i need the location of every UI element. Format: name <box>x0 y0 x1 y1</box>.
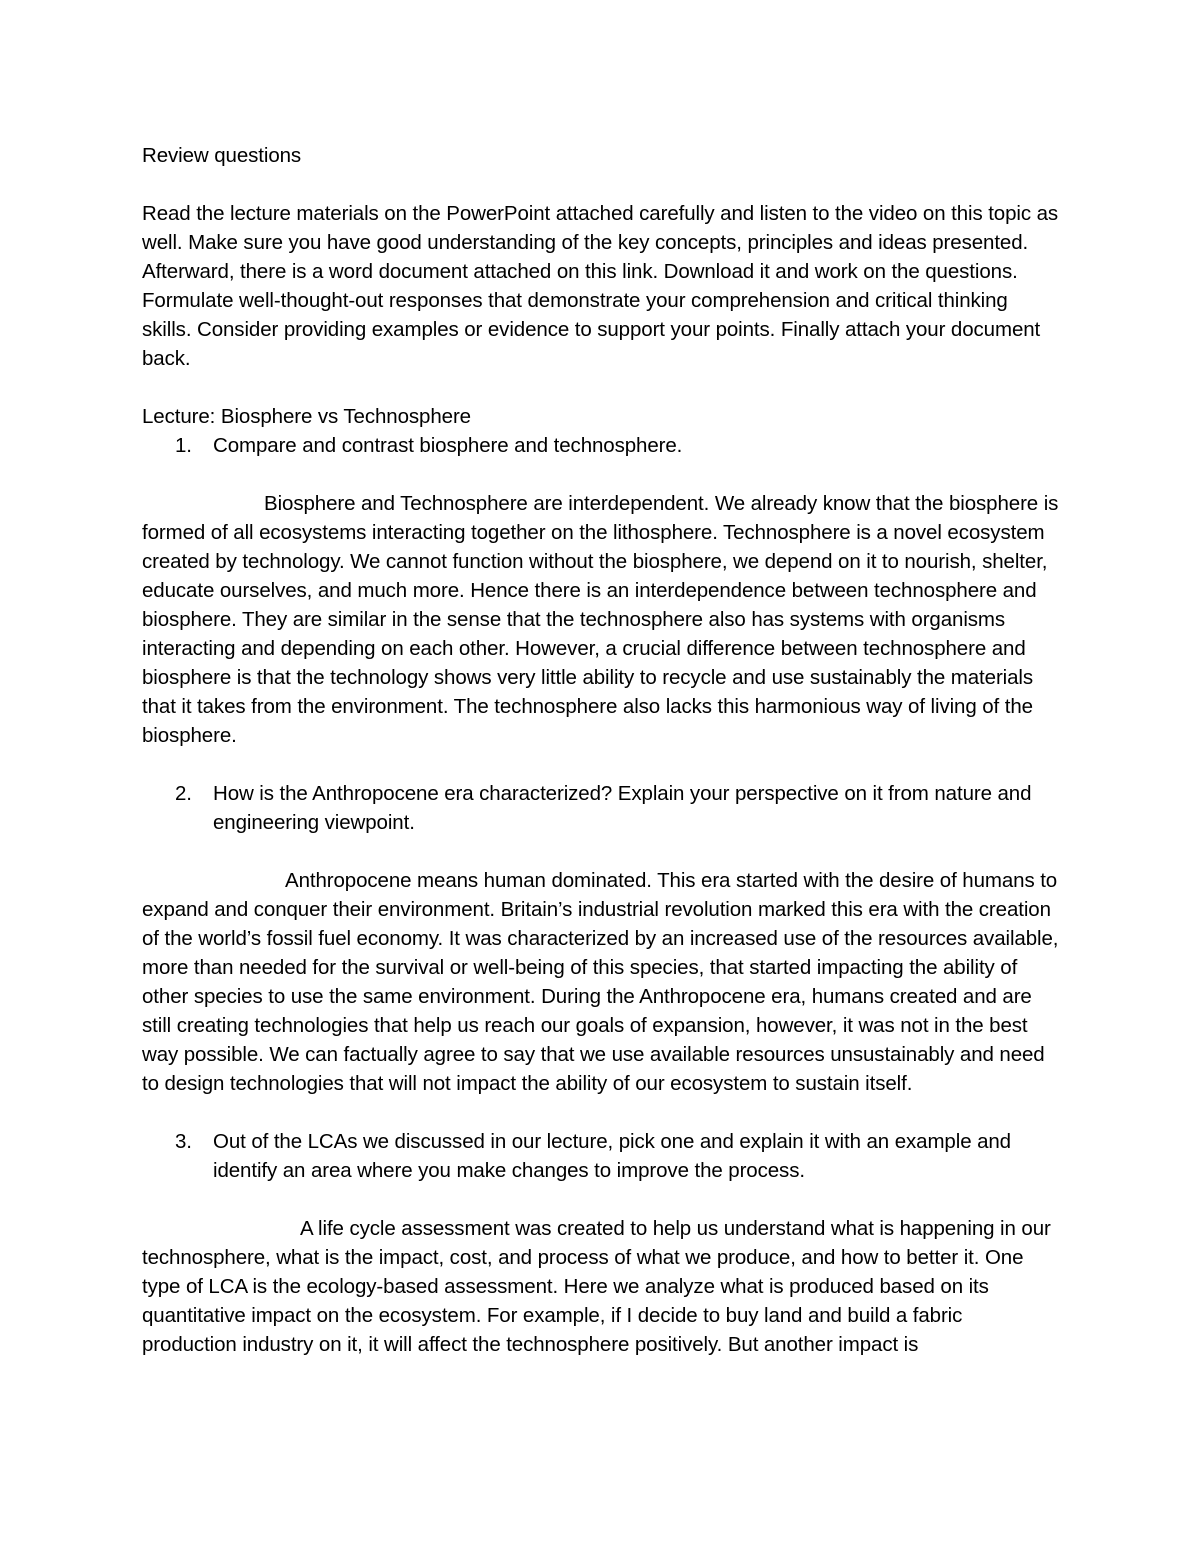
question-text: How is the Anthropocene era characterized? Explain your perspective on it from nature and engineering viewpoint. <box>213 782 1032 834</box>
answer-1: Biosphere and Technosphere are interdependent. We already know that the biosphere is formed of all ecosystems interacting together on the lithosphere. Technosphere is a novel ecosystem created by technology. We cannot function without the biosphere, we depend on it to nourish, shelter, educate ourselves, and much more. Hence there is an interdependence between technosphere and biosphere. They are similar in the sense that the technosphere also has systems with organisms interacting and depending on each other. However, a crucial difference between technosphere and biosphere is that the technology shows very little ability to recycle and use sustainably the materials that it takes from the environment. The technosphere also lacks this harmonious way of living of the biosphere. <box>142 492 1059 747</box>
question-number: 1. <box>175 434 192 457</box>
question-text: Out of the LCAs we discussed in our lecture, pick one and explain it with an example and identify an area where you make changes to improve the process. <box>213 1130 1011 1182</box>
question-number: 2. <box>175 782 192 805</box>
document-page <box>142 141 1062 1388</box>
lecture-heading: Lecture: Biosphere vs Technosphere <box>142 405 471 428</box>
question-1 <box>142 431 1062 460</box>
intro-paragraph: Read the lecture materials on the PowerPoint attached carefully and listen to the video on this topic as well. Make sure you have good understanding of the key concepts, principles and ideas presented. Afterward, there is a word document attached on this link. Download it and work on the questions. Formulate well-thought-out responses that demonstrate your comprehension and critical thinking skills. Consider providing examples or evidence to support your points. Finally attach your document back. <box>142 202 1059 370</box>
question-2 <box>142 779 1062 837</box>
document-title: Review questions <box>142 144 302 167</box>
question-number: 3. <box>175 1130 192 1153</box>
question-text: Compare and contrast biosphere and technosphere. <box>213 434 683 457</box>
question-3 <box>142 1127 1062 1185</box>
answer-2: Anthropocene means human dominated. This era started with the desire of humans to expand and conquer their environment. Britain’s industrial revolution marked this era with the creation of the world’s fossil fuel economy. It was characterized by an increased use of the resources available, more than needed for the survival or well-being of this species, that started impacting the ability of other species to use the same environment. During the Anthropocene era, humans created and are still creating technologies that help us reach our goals of expansion, however, it was not in the best way possible. We can factually agree to say that we use available resources unsustainably and need to design technologies that will not impact the ability of our ecosystem to sustain itself. <box>142 869 1059 1095</box>
answer-3: A life cycle assessment was created to help us understand what is happening in our technosphere, what is the impact, cost, and process of what we produce, and how to better it. One type of LCA is the ecology-based assessment. Here we analyze what is produced based on its quantitative impact on the ecosystem. For example, if I decide to buy land and build a fabric production industry on it, it will affect the technosphere positively. But another impact is <box>142 1217 1051 1356</box>
